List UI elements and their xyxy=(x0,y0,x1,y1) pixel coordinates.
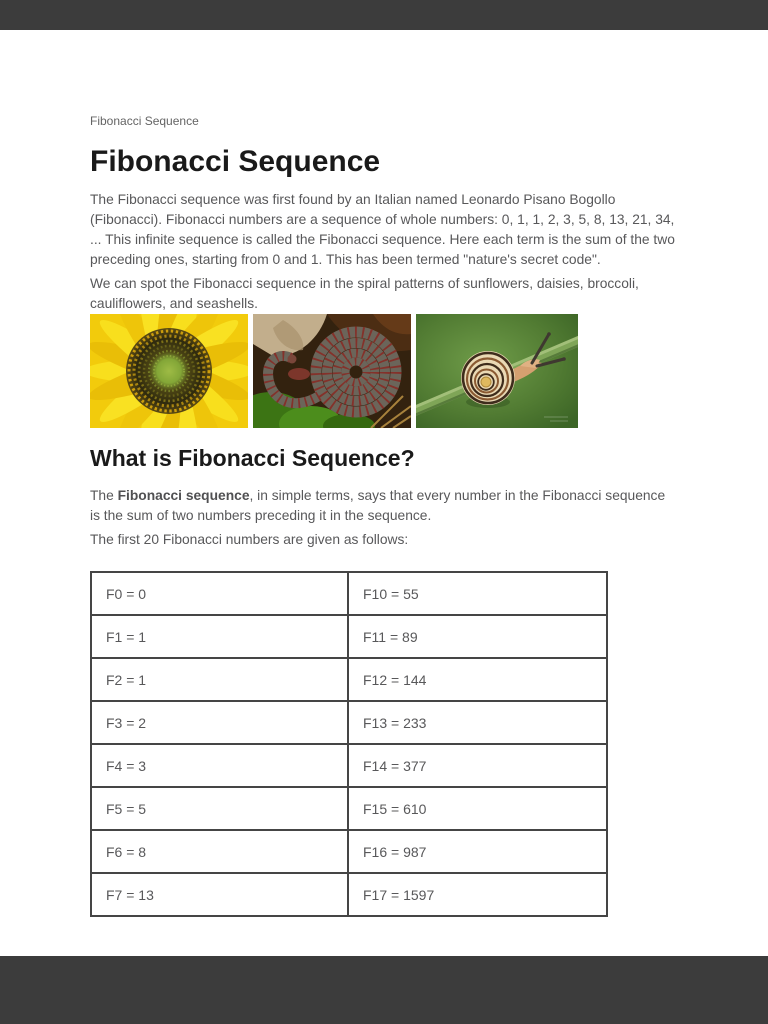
definition-paragraph xyxy=(90,486,680,526)
photo-row xyxy=(90,314,680,428)
fib-cell: F0 = 0 xyxy=(91,572,348,615)
spot-paragraph xyxy=(90,274,680,314)
table-row xyxy=(91,701,607,744)
intro-paragraph xyxy=(90,190,680,270)
table-row xyxy=(91,787,607,830)
snail-photo xyxy=(416,314,578,428)
table-row xyxy=(91,744,607,787)
definition-bold-term: Fibonacci sequence xyxy=(117,488,250,503)
fib-cell: F5 = 5 xyxy=(91,787,348,830)
lead-in-line: The first 20 Fibonacci numbers are given as follows: xyxy=(90,532,409,547)
fibonacci-table xyxy=(90,571,608,917)
millipede-illustration xyxy=(253,314,411,428)
intro-line: The Fibonacci sequence was first found by an Italian named Leonardo Pisano Bogollo xyxy=(90,192,616,207)
fib-cell: F14 = 377 xyxy=(348,744,607,787)
sunflower-photo xyxy=(90,314,248,428)
definition-line xyxy=(90,486,680,506)
fib-cell: F3 = 2 xyxy=(91,701,348,744)
table-row xyxy=(91,615,607,658)
sunflower-illustration xyxy=(90,314,248,428)
millipede-photo xyxy=(253,314,411,428)
fib-cell: F12 = 144 xyxy=(348,658,607,701)
fib-cell: F17 = 1597 xyxy=(348,873,607,916)
spot-line: We can spot the Fibonacci sequence in the spiral patterns of sunflowers, daisies, broccoli, xyxy=(90,276,639,291)
table-row xyxy=(91,830,607,873)
definition-post: , in simple terms, says that every number in the Fibonacci sequence xyxy=(249,488,666,503)
page-kicker: Fibonacci Sequence xyxy=(90,114,199,128)
fib-cell: F13 = 233 xyxy=(348,701,607,744)
definition-line: is the sum of two numbers preceding it in the sequence. xyxy=(90,508,432,523)
intro-line: ... This infinite sequence is called the Fibonacci sequence. Here each term is the sum of the two xyxy=(90,232,675,247)
viewer-bottom-band xyxy=(0,956,768,1024)
page-title: Fibonacci Sequence xyxy=(90,145,381,178)
document-page xyxy=(0,30,768,956)
lead-in-paragraph xyxy=(90,530,680,550)
fib-cell: F6 = 8 xyxy=(91,830,348,873)
table-row xyxy=(91,658,607,701)
table-row xyxy=(91,873,607,916)
fib-cell: F11 = 89 xyxy=(348,615,607,658)
intro-line: (Fibonacci). Fibonacci numbers are a sequence of whole numbers: 0, 1, 1, 2, 3, 5, 8, 13, 21, 34, xyxy=(90,212,675,227)
fib-cell: F4 = 3 xyxy=(91,744,348,787)
fib-cell: F7 = 13 xyxy=(91,873,348,916)
intro-line: preceding ones, starting from 0 and 1. This has been termed "nature's secret code". xyxy=(90,252,601,267)
fib-cell: F15 = 610 xyxy=(348,787,607,830)
spot-line: cauliflowers, and seashells. xyxy=(90,296,258,311)
definition-pre: The xyxy=(90,488,118,503)
table-row xyxy=(91,572,607,615)
section-heading: What is Fibonacci Sequence? xyxy=(90,445,415,471)
fib-cell: F16 = 987 xyxy=(348,830,607,873)
fib-cell: F1 = 1 xyxy=(91,615,348,658)
snail-illustration xyxy=(416,314,578,428)
fib-cell: F10 = 55 xyxy=(348,572,607,615)
viewer-top-band xyxy=(0,0,768,30)
fib-cell: F2 = 1 xyxy=(91,658,348,701)
